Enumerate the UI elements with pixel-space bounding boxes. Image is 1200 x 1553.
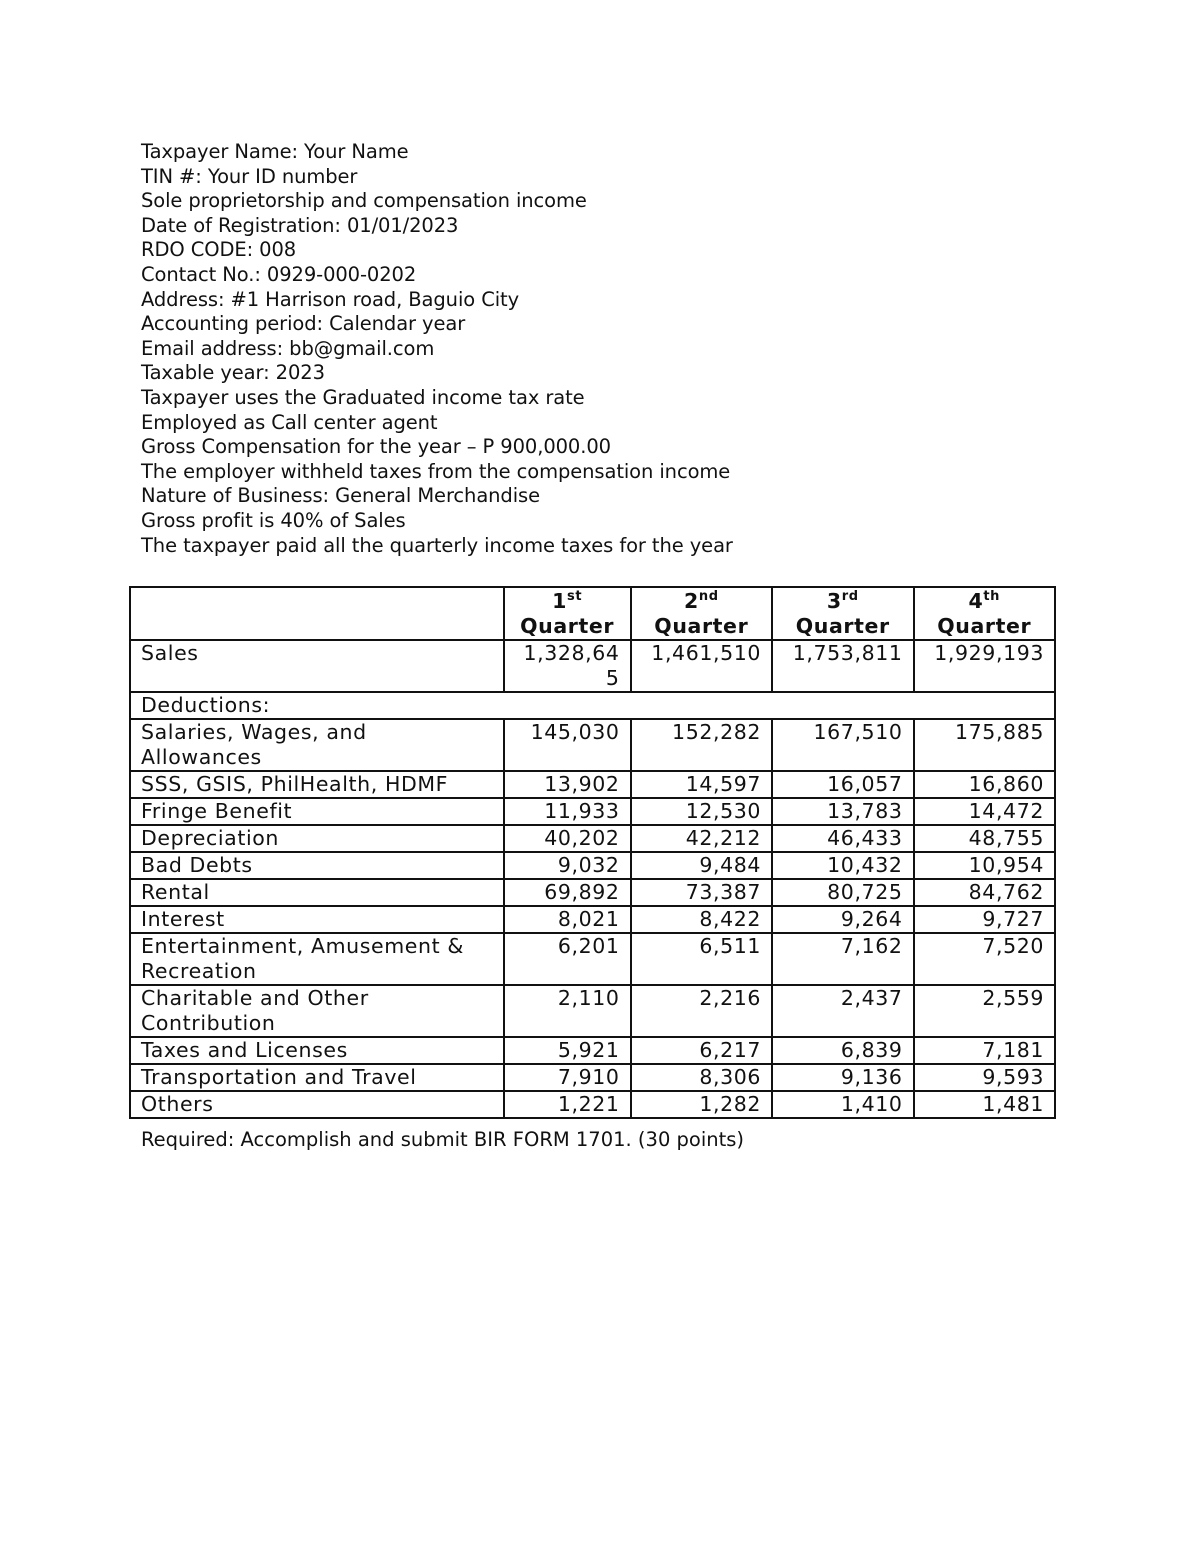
row-label: Rental [130, 879, 504, 906]
row-value-q3: 2,437 [772, 985, 913, 1037]
table-row [130, 719, 1055, 771]
header-quarter-2: 2nd Quarter [631, 587, 772, 640]
row-label: Depreciation [130, 825, 504, 852]
deductions-header-row [130, 692, 1055, 719]
row-label: Interest [130, 906, 504, 933]
row-value-q1: 40,202 [504, 825, 631, 852]
row-value-q3: 9,264 [772, 906, 913, 933]
row-value-q1: 11,933 [504, 798, 631, 825]
accounting-period-line: Accounting period: Calendar year [141, 312, 466, 336]
email-line: Email address: bb@gmail.com [141, 336, 435, 360]
tin-line: TIN #: Your ID number [141, 164, 358, 188]
row-value-q4: 7,520 [914, 933, 1056, 985]
row-value-q2: 14,597 [631, 771, 772, 798]
row-value-q2: 42,212 [631, 825, 772, 852]
withholding-line: The employer withheld taxes from the compensation income [141, 459, 731, 483]
registration-date-line: Date of Registration: 01/01/2023 [141, 213, 459, 237]
row-value-q4: 175,885 [914, 719, 1056, 771]
quarterly-paid-line: The taxpayer paid all the quarterly income taxes for the year [141, 533, 733, 557]
deductions-label: Deductions: [130, 692, 1055, 719]
taxable-year-line: Taxable year: 2023 [141, 361, 325, 385]
row-value-q4: 48,755 [914, 825, 1056, 852]
table-row [130, 1064, 1055, 1091]
quarterly-table [129, 586, 1056, 1119]
row-value-q2: 9,484 [631, 852, 772, 879]
row-value-q3: 13,783 [772, 798, 913, 825]
row-value-q2: 6,217 [631, 1037, 772, 1064]
row-value-q2: 73,387 [631, 879, 772, 906]
row-value-q4: 2,559 [914, 985, 1056, 1037]
row-label: Charitable and Other Contribution [130, 985, 504, 1037]
row-label: Others [130, 1091, 504, 1118]
row-value-q3: 16,057 [772, 771, 913, 798]
row-label: Fringe Benefit [130, 798, 504, 825]
row-value-q3: 167,510 [772, 719, 913, 771]
row-value-q3: 10,432 [772, 852, 913, 879]
row-value-q1: 8,021 [504, 906, 631, 933]
row-value-q2: 6,511 [631, 933, 772, 985]
row-value-q2: 12,530 [631, 798, 772, 825]
taxpayer-info [141, 140, 733, 558]
row-value-q3: 6,839 [772, 1037, 913, 1064]
row-value-q1: 7,910 [504, 1064, 631, 1091]
table-row [130, 1037, 1055, 1064]
row-value-q1: 13,902 [504, 771, 631, 798]
table-row [130, 852, 1055, 879]
row-value-q4: 7,181 [914, 1037, 1056, 1064]
table-row [130, 825, 1055, 852]
row-value-q3: 7,162 [772, 933, 913, 985]
header-empty-cell [130, 587, 504, 640]
row-value-q4: 14,472 [914, 798, 1056, 825]
required-instruction: Required: Accomplish and submit BIR FORM 1701. (30 points) [141, 1128, 745, 1151]
header-quarter-3: 3rd Quarter [772, 587, 913, 640]
row-value-q1: 6,201 [504, 933, 631, 985]
gross-profit-line: Gross profit is 40% of Sales [141, 508, 406, 532]
table-row [130, 879, 1055, 906]
sales-q1: 1,328,64 5 [504, 640, 631, 692]
sales-label: Sales [130, 640, 504, 692]
row-label: Salaries, Wages, and Allowances [130, 719, 504, 771]
table-row [130, 933, 1055, 985]
row-value-q2: 1,282 [631, 1091, 772, 1118]
table-header-row [130, 587, 1055, 640]
table-row [130, 906, 1055, 933]
table-row [130, 985, 1055, 1037]
employment-line: Employed as Call center agent [141, 410, 438, 434]
row-label: Transportation and Travel [130, 1064, 504, 1091]
row-value-q4: 1,481 [914, 1091, 1056, 1118]
row-value-q3: 1,410 [772, 1091, 913, 1118]
contact-line: Contact No.: 0929-000-0202 [141, 262, 417, 286]
row-value-q1: 2,110 [504, 985, 631, 1037]
rdo-code-line: RDO CODE: 008 [141, 238, 297, 262]
taxpayer-name-line: Taxpayer Name: Your Name [141, 140, 409, 163]
sales-q2: 1,461,510 [631, 640, 772, 692]
row-value-q1: 69,892 [504, 879, 631, 906]
row-value-q2: 8,422 [631, 906, 772, 933]
row-value-q1: 1,221 [504, 1091, 631, 1118]
row-value-q3: 9,136 [772, 1064, 913, 1091]
row-value-q1: 145,030 [504, 719, 631, 771]
row-value-q1: 5,921 [504, 1037, 631, 1064]
row-label: SSS, GSIS, PhilHealth, HDMF [130, 771, 504, 798]
row-value-q1: 9,032 [504, 852, 631, 879]
header-quarter-4: 4th Quarter [914, 587, 1056, 640]
table-row [130, 798, 1055, 825]
sales-row [130, 640, 1055, 692]
sales-q3: 1,753,811 [772, 640, 913, 692]
row-value-q4: 9,593 [914, 1064, 1056, 1091]
row-value-q3: 80,725 [772, 879, 913, 906]
income-type-line: Sole proprietorship and compensation income [141, 189, 587, 213]
business-nature-line: Nature of Business: General Merchandise [141, 484, 540, 508]
row-value-q2: 8,306 [631, 1064, 772, 1091]
address-line: Address: #1 Harrison road, Baguio City [141, 287, 520, 311]
sales-q4: 1,929,193 [914, 640, 1056, 692]
row-label: Taxes and Licenses [130, 1037, 504, 1064]
row-value-q3: 46,433 [772, 825, 913, 852]
row-label: Entertainment, Amusement & Recreation [130, 933, 504, 985]
row-value-q4: 16,860 [914, 771, 1056, 798]
table-row [130, 1091, 1055, 1118]
gross-compensation-line: Gross Compensation for the year – P 900,000.00 [141, 435, 611, 459]
row-value-q2: 2,216 [631, 985, 772, 1037]
row-value-q2: 152,282 [631, 719, 772, 771]
row-value-q4: 10,954 [914, 852, 1056, 879]
row-label: Bad Debts [130, 852, 504, 879]
tax-rate-line: Taxpayer uses the Graduated income tax rate [141, 385, 585, 409]
table-row [130, 771, 1055, 798]
header-quarter-1: 1st Quarter [504, 587, 631, 640]
row-value-q4: 84,762 [914, 879, 1056, 906]
row-value-q4: 9,727 [914, 906, 1056, 933]
